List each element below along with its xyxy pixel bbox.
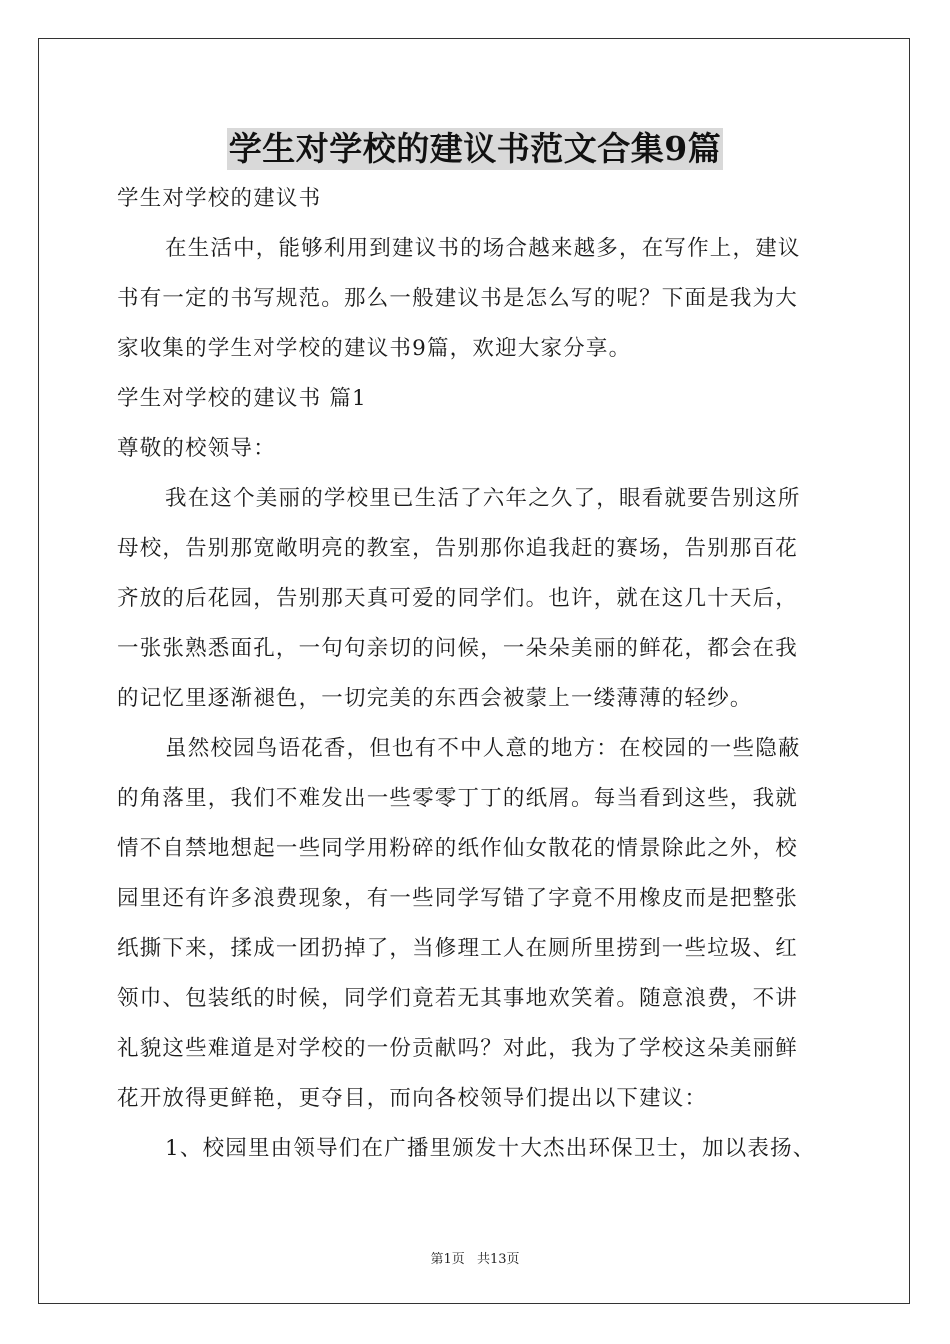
page-number: 第1页 xyxy=(430,1252,465,1267)
title-container xyxy=(0,128,950,170)
paragraph-line: 礼貌这些难道是对学校的一份贡献吗？对此，我为了学校这朵美丽鲜 xyxy=(117,1036,799,1061)
paragraph-line: 的角落里，我们不难发出一些零零丁丁的纸屑。每当看到这些，我就 xyxy=(117,786,799,811)
section-heading: 学生对学校的建议书 篇1 xyxy=(117,386,367,411)
paragraph-line: 齐放的后花园，告别那天真可爱的同学们。也许，就在这几十天后， xyxy=(117,586,799,611)
paragraph-line: 领巾、包装纸的时候，同学们竟若无其事地欢笑着。随意浪费，不讲 xyxy=(117,986,799,1011)
page-total: 共13页 xyxy=(476,1252,520,1267)
paragraph-line: 家收集的学生对学校的建议书9篇，欢迎大家分享。 xyxy=(117,336,632,361)
paragraph-line: 情不自禁地想起一些同学用粉碎的纸作仙女散花的情景除此之外，校 xyxy=(117,836,799,861)
page-footer xyxy=(0,1248,950,1267)
paragraph-line: 在生活中，能够利用到建议书的场合越来越多，在写作上，建议 xyxy=(165,236,801,261)
paragraph-line: 的记忆里逐渐褪色，一切完美的东西会被蒙上一缕薄薄的轻纱。 xyxy=(117,686,753,711)
salutation-line: 尊敬的校领导： xyxy=(117,436,276,461)
page-border xyxy=(38,38,910,1304)
paragraph-line: 虽然校园鸟语花香，但也有不中人意的地方：在校园的一些隐蔽 xyxy=(165,736,801,761)
paragraph-line: 我在这个美丽的学校里已生活了六年之久了，眼看就要告别这所 xyxy=(165,486,801,511)
paragraph-line: 母校，告别那宽敞明亮的教室，告别那你追我赶的赛场，告别那百花 xyxy=(117,536,799,561)
document-title: 学生对学校的建议书范文合集9篇 xyxy=(228,129,722,168)
paragraph-line: 书有一定的书写规范。那么一般建议书是怎么写的呢？下面是我为大 xyxy=(117,286,799,311)
paragraph-line: 花开放得更鲜艳，更夺目，而向各校领导们提出以下建议： xyxy=(117,1086,708,1111)
paragraph-line: 园里还有许多浪费现象，有一些同学写错了字竟不用橡皮而是把整张 xyxy=(117,886,799,911)
subtitle-line: 学生对学校的建议书 xyxy=(117,186,322,211)
paragraph-line: 一张张熟悉面孔，一句句亲切的问候，一朵朵美丽的鲜花，都会在我 xyxy=(117,636,799,661)
paragraph-line: 1、校园里由领导们在广播里颁发十大杰出环保卫士，加以表扬、 xyxy=(165,1136,816,1161)
paragraph-line: 纸撕下来，揉成一团扔掉了，当修理工人在厕所里捞到一些垃圾、红 xyxy=(117,936,799,961)
